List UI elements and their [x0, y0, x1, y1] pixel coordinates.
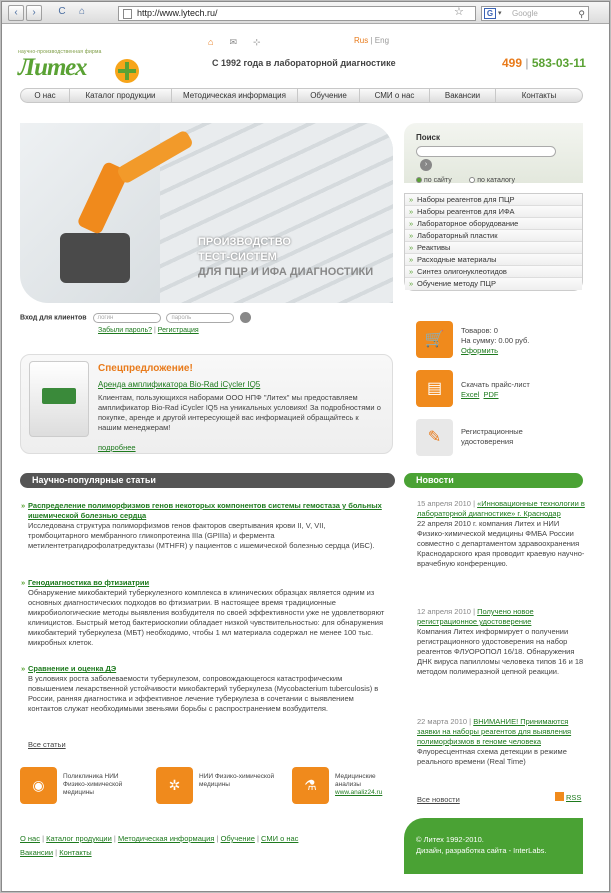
mail-icon[interactable]: ✉	[229, 37, 237, 47]
article-item	[28, 664, 388, 714]
search-scope	[416, 177, 571, 184]
forgot-password-link[interactable]: Забыли пароль?	[98, 327, 153, 334]
client-login	[20, 312, 251, 334]
partner-text: НИИ Физико-химической медицины	[199, 773, 275, 788]
register-link[interactable]: Регистрация	[157, 327, 199, 334]
article-item	[28, 501, 388, 551]
hero-line1: ПРОИЗВОДСТВО	[198, 236, 291, 248]
nav-item-methods[interactable]: Методическая информация	[172, 89, 298, 102]
price-title: Скачать прайс-лист	[461, 380, 530, 389]
phone-code: 499	[502, 56, 523, 70]
nav-item-vacancies[interactable]: Вакансии	[430, 89, 496, 102]
footer-sep: |	[256, 834, 259, 843]
footer-link[interactable]: Каталог продукции	[46, 834, 112, 843]
partner-clinic[interactable]	[20, 767, 140, 807]
main-nav	[20, 88, 583, 103]
article-title[interactable]: » Генодиагностика во фтизиатрии	[28, 578, 149, 587]
footer-link[interactable]: Контакты	[59, 848, 92, 857]
address-url: http://www.lytech.ru/	[137, 8, 218, 18]
hero-banner	[20, 123, 393, 303]
flask-icon: ⚗	[292, 767, 329, 804]
web-page	[2, 25, 609, 891]
news-item	[417, 607, 585, 677]
browser-toolbar	[2, 2, 609, 24]
catalog-item[interactable]: » Наборы реагентов для ИФА	[405, 206, 582, 218]
footer-sep: |	[42, 834, 45, 843]
catalog-item[interactable]: » Реактивы	[405, 242, 582, 254]
lang-separator: |	[370, 36, 373, 45]
design-credit[interactable]: Дизайн, разработка сайта - InterLabs.	[416, 846, 547, 855]
partner-link[interactable]: www.analiz24.ru	[335, 789, 383, 796]
article-text: Обнаружение микобактерий туберкулезного комплекса в клинических образцах является одним из основных диагностических подходов во фтизиатрии. В настоящее время традиционные микробиологические методы выявления возбудителя по своей эффективности уже не удовлетворяют клиницистов. Быстрый метод бактериоскопии обладает низкой чувствительностью: для обнаружения микобактерий туберкулеза (МБТ) необходимо, чтобы 1 мл материала содержал не менее 100 тыс. микробных клеток.	[28, 588, 385, 647]
phone-number: 583-03-11	[531, 56, 586, 70]
rss-icon	[555, 792, 564, 801]
price-excel-link[interactable]: Excel	[461, 390, 480, 399]
sidebar	[404, 123, 583, 291]
language-switch	[354, 36, 389, 45]
articles-header: Научно-популярные статьи	[20, 473, 395, 488]
login-separator: |	[154, 327, 156, 334]
news-date: 15 апреля 2010	[417, 499, 471, 508]
forward-button[interactable]: ›	[26, 5, 42, 21]
catalog-item[interactable]: » Наборы реагентов для ПЦР	[405, 194, 582, 206]
search-input[interactable]	[416, 146, 556, 157]
phone-separator: |	[525, 56, 529, 70]
news-separator: |	[473, 499, 476, 508]
page-icon	[123, 9, 132, 19]
article-text: В условиях роста заболеваемости туберкулезом, сопровождающегося катастрофическим повышением лекарственной устойчивости микобактерий туберкулеза (Mycobacterium tuberculosis) в России, ранняя диагностика и эффективное лечение туберкулеза в сочетании с выявлением контактов служат необходимыми звеньями борьбы с распространением возбудителя.	[28, 674, 379, 713]
news-separator: |	[473, 607, 476, 616]
logo-tagline: научно-производственная фирма	[18, 49, 102, 55]
thermocycler-image	[29, 361, 89, 437]
catalog-item[interactable]: » Синтез олигонуклеотидов	[405, 266, 582, 278]
catalog-item[interactable]: » Лабораторное оборудование	[405, 218, 582, 230]
catalog-menu	[404, 193, 583, 291]
footer-sep: |	[216, 834, 219, 843]
nav-item-catalog[interactable]: Каталог продукции	[70, 89, 172, 102]
footer-sep: |	[55, 848, 58, 857]
article-item	[28, 578, 388, 648]
search-go-button[interactable]: ›	[420, 159, 432, 171]
partner-logos	[20, 767, 400, 809]
radio-site[interactable]	[416, 177, 422, 183]
footer-link[interactable]: СМИ о нас	[261, 834, 299, 843]
news-title[interactable]: «Инновационные технологии в лабораторной диагностике» г. Краснодар	[417, 499, 585, 518]
news-header: Новости	[404, 473, 583, 488]
offer-more-link[interactable]: подробнее	[98, 443, 136, 452]
article-title[interactable]: » Распределение полиморфизмов генов некоторых компонентов системы гемостаза у больных ишемической болезнью сердца	[28, 501, 382, 520]
home-button[interactable]: ⌂	[78, 6, 86, 17]
clinic-eye-icon: ◉	[20, 767, 57, 804]
cart-block	[416, 321, 586, 363]
nav-item-training[interactable]: Обучение	[298, 89, 360, 102]
logo-plus-icon	[115, 59, 139, 83]
copyright-text: © Литех 1992-2010.	[416, 835, 484, 844]
molecule-icon: ✲	[156, 767, 193, 804]
nav-item-contacts[interactable]: Контакты	[521, 91, 557, 100]
footer-link[interactable]: Вакансии	[20, 848, 54, 857]
partner-text: Медицинские анализы	[335, 773, 376, 788]
sitemap-icon[interactable]: ⊹	[252, 37, 261, 47]
offer-heading: Спецпредложение!	[98, 363, 193, 374]
all-articles-link[interactable]: Все статьи	[28, 740, 66, 749]
radio-site-label: по сайту	[424, 177, 452, 184]
news-separator: |	[469, 717, 472, 726]
catalog-item[interactable]: » Обучение методу ПЦР	[405, 278, 582, 290]
address-bar[interactable]	[118, 6, 476, 21]
news-text: 22 апреля 2010 г. компания Литех и НИИ Физико-химической медицины ФМБА России совместно с департаментом здравоохранения Краснодарского края проводит краевую научно-врачебную конференцию.	[417, 519, 585, 568]
search-engine-dropdown-icon[interactable]: ▾	[498, 10, 502, 17]
rss-link[interactable]	[555, 792, 581, 802]
price-list-icon[interactable]: ▤	[416, 370, 453, 407]
search-title: Поиск	[416, 133, 441, 142]
rss-label: RSS	[566, 793, 582, 802]
cart-sum: На сумму: 0.00 руб.	[461, 336, 530, 345]
back-button[interactable]: ‹	[8, 5, 24, 21]
news-date: 22 марта 2010	[417, 717, 468, 726]
nav-item-about[interactable]: О нас	[21, 89, 70, 102]
price-block	[416, 370, 586, 412]
certs-block	[416, 419, 586, 461]
hero-line2: ТЕСТ-СИСТЕМ	[198, 251, 277, 263]
article-title[interactable]: » Сравнение и оценка ДЭ	[28, 664, 116, 673]
offer-link[interactable]: Аренда амплификатора Bio-Rad iCycler IQ5	[98, 380, 261, 389]
hero-line3: ДЛЯ ПЦР И ИФА ДИАГНОСТИКИ	[198, 266, 374, 278]
special-offer	[20, 354, 393, 454]
news-title[interactable]: ВНИМАНИЕ! Принимаются заявки на наборы реагентов для выявления полиморфизмов в геноме человека	[417, 717, 572, 746]
browser-search-placeholder: Google	[512, 9, 538, 18]
catalog-item[interactable]: » Лабораторный пластик	[405, 230, 582, 242]
robot-base	[60, 233, 130, 283]
slogan: С 1992 года в лабораторной диагностике	[212, 58, 396, 68]
home-icon[interactable]: ⌂	[208, 37, 214, 47]
partner-text: Поликлиника НИИ Физико-химической медицины	[63, 773, 123, 796]
footer-link[interactable]: Методическая информация	[117, 834, 215, 843]
login-input[interactable]: логин	[93, 313, 161, 323]
reload-button[interactable]: C	[58, 6, 66, 17]
browser-window	[1, 1, 610, 892]
login-button[interactable]	[240, 312, 251, 323]
all-news-link[interactable]: Все новости	[417, 795, 460, 804]
site-logo[interactable]	[18, 49, 102, 81]
catalog-item[interactable]: » Расходные материалы	[405, 254, 582, 266]
lang-ru-link[interactable]: Rus	[354, 36, 369, 45]
article-text: Исследована структура полиморфизмов генов факторов свертывания крови II, V, VII, тромбоцитарного мембранного гликопротеина IIIa (GPIIIa) и фермента метилентетрагидрофолатредуктазы (MTHFR) у пациентов с ишемической болезнью сердца (ИБС).	[28, 521, 375, 550]
partner-institute[interactable]	[156, 767, 276, 807]
lang-en-link[interactable]: Eng	[374, 36, 390, 45]
top-icons	[208, 37, 277, 48]
news-title[interactable]: Получено новое регистрационное удостоверение	[417, 607, 534, 626]
footer-link[interactable]: Обучение	[220, 834, 255, 843]
service-blocks	[416, 321, 586, 468]
google-icon: G	[484, 8, 496, 19]
footer-nav	[20, 832, 298, 860]
news-text: Компания Литех информирует о получении регистрационного удостоверения на набор реагентов ФЛУОРОПОЛ 16/18. Обнаружения ДНК вируса папилломы человека типов 16 и 18 методом полимеразной цепной реакции.	[417, 627, 584, 676]
login-label: Вход для клиентов	[20, 314, 87, 322]
news-item	[417, 499, 585, 569]
checkout-link[interactable]: Оформить	[461, 346, 499, 355]
search-box	[404, 123, 583, 183]
certs-title[interactable]: Регистрационные удостоверения	[461, 427, 523, 446]
nav-item-media[interactable]: СМИ о нас	[360, 89, 430, 102]
certificate-icon[interactable]: ✎	[416, 419, 453, 456]
offer-text: Клиентам, пользующихся наборами ООО НПФ "Литех" мы предоставляем амплификатор Bio-Rad iCycler IQ5 на уникальных условиях! За подробностями о покупке, аренде и другой интересующей вас информацией обращайтесь к нашим менеджерам!	[98, 393, 381, 432]
bookmark-star-icon[interactable]: ☆	[454, 6, 464, 18]
cart-icon[interactable]: 🛒	[416, 321, 453, 358]
cart-goods: Товаров: 0	[461, 326, 498, 335]
phone	[502, 56, 586, 70]
footer-link[interactable]: О нас	[20, 834, 40, 843]
partner-analyses[interactable]	[292, 767, 402, 807]
price-pdf-link[interactable]: PDF	[483, 390, 499, 399]
footer-sep: |	[113, 834, 116, 843]
password-input[interactable]: пароль	[166, 313, 234, 323]
news-text: Флуоресцентная схема детекции в режиме реального времени (Real Time)	[417, 747, 567, 766]
browser-search-input[interactable]	[481, 6, 589, 21]
news-item	[417, 717, 585, 767]
logo-name: Литех	[18, 54, 87, 81]
footer-copyright	[404, 818, 583, 874]
magnifier-icon[interactable]: ⚲	[578, 9, 585, 19]
news-date: 12 апреля 2010	[417, 607, 471, 616]
radio-catalog[interactable]	[469, 177, 475, 183]
radio-catalog-label: по каталогу	[477, 177, 515, 184]
